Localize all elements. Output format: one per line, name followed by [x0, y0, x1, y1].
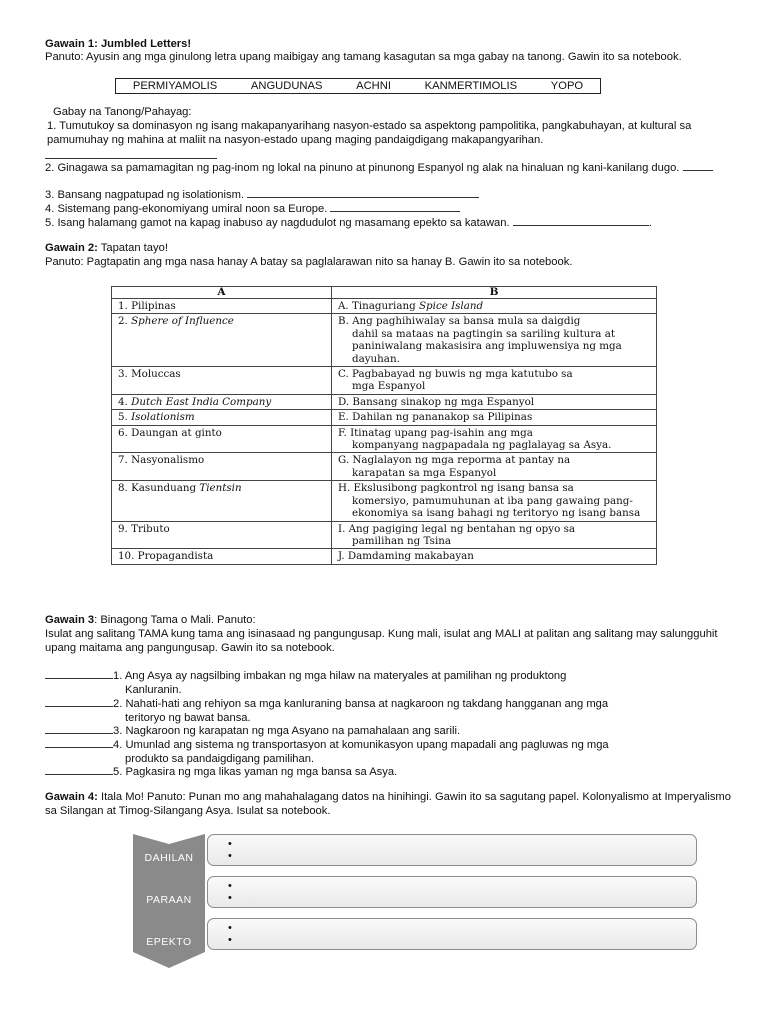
- gawain4-text: Gawain 4: Itala Mo! Panuto: Punan mo ang mahahalagang datos na hinihingi. Gawin ito sa sagutang papel. Kolonyalismo at Imperyalismo sa Silangan at Timog-Silangang Asya. Isulat sa notebook.: [45, 791, 731, 817]
- gawain1-title: Gawain 1: Jumbled Letters!: [45, 38, 192, 50]
- column-b-cell: B. Ang paghihiwalay sa bansa mula sa daigdig dahil sa mataas na pagtingin sa sariling kultura at paniniwalang makasisira ang impluwensiya ng mga dayuhan.: [332, 314, 657, 367]
- table-row: [112, 549, 657, 564]
- column-a-cell: 2. Sphere of Influence: [112, 314, 332, 367]
- column-a-cell: 5. Isolationism: [112, 410, 332, 425]
- answer-blank[interactable]: [45, 696, 113, 707]
- table-row: [112, 481, 657, 521]
- table-row: [112, 410, 657, 425]
- question-2: 2. Ginagawa sa pamamagitan ng pag-inom ng lokal na pinuno at pinunong Espanyol ng alak na hinaluan ng kani-kanilang dugo.: [45, 160, 735, 176]
- guide-title: Gabay na Tanong/Pahayag:: [53, 106, 192, 118]
- table-row: [112, 453, 657, 481]
- tf-item: 3. Nagkaroon ng karapatan ng mga Asyano na pamahalaan ang sarili.: [45, 723, 735, 739]
- column-a-cell: 10. Propagandista: [112, 549, 332, 564]
- label-epekto: EPEKTO: [146, 936, 192, 948]
- tf-item: 5. Pagkasira ng mga likas yaman ng mga bansa sa Asya.: [45, 764, 735, 780]
- column-b-cell: C. Pagbabayad ng buwis ng mga katutubo sa mga Espanyol: [332, 367, 657, 395]
- question-4: 4. Sistemang pang-ekonomiyang umiral noon sa Europe.: [45, 201, 735, 217]
- table-row: [112, 314, 657, 367]
- jumbled-word: PERMIYAMOLIS: [132, 80, 218, 92]
- column-b-header: B: [332, 287, 657, 299]
- gawain2-title: Gawain 2:: [45, 242, 98, 254]
- bullet-icon: •: [228, 880, 232, 892]
- answer-line-1[interactable]: [45, 158, 217, 159]
- label-paraan: PARAAN: [146, 894, 192, 906]
- label-dahilan: DAHILAN: [144, 852, 194, 864]
- answer-blank[interactable]: [45, 737, 113, 748]
- column-a-cell: 4. Dutch East India Company: [112, 394, 332, 409]
- column-b-cell: A. Tinaguriang Spice Island: [332, 299, 657, 314]
- table-row: [112, 394, 657, 409]
- tf-item: 1. Ang Asya ay nagsilbing imbakan ng mga hilaw na materyales at pamilihan ng produktong Kanluranin.: [45, 668, 735, 697]
- bullet-icon: •: [228, 838, 232, 850]
- matching-table: [111, 286, 657, 565]
- table-row: [112, 299, 657, 314]
- gawain4-title: Gawain 4:: [45, 791, 98, 803]
- jumbled-word: KANMERTIMOLIS: [424, 80, 518, 92]
- bullet-icon: •: [228, 922, 232, 934]
- question-1: 1. Tumutukoy sa dominasyon ng isang makapanyarihang nasyon-estado sa aspektong pampolitika, pangkabuhayan, at kultural sa pamumuhay ng mahina at maliit na nasyon-estado upang maging pandaigdigang makapangyarihan.: [47, 120, 692, 146]
- gawain3-panuto: Isulat ang salitang TAMA kung tama ang isinasaad ng pangungusap. Kung mali, isulat ang MALI at palitan ang salitang may salungguhit upang maitama ang pangungusap. Gawin ito sa notebook.: [45, 628, 718, 654]
- bullet-icon: •: [228, 934, 232, 946]
- answer-line-4[interactable]: [330, 201, 460, 212]
- column-b-cell: H. Ekslusibong pagkontrol ng isang bansa sa komersiyo, pamumuhunan at iba pang gawaing pang-ekonomiya sa isang bahagi ng teritoryo ng isang bansa: [332, 481, 657, 521]
- tf-item: 4. Umunlad ang sistema ng transportasyon at komunikasyon upang mapadali ang pagluwas ng mga produkto sa pandaigdigang pamilihan.: [45, 737, 735, 766]
- question-5: 5. Isang halamang gamot na kapag inabuso ay nagdudulot ng masamang epekto sa katawan. .: [45, 217, 652, 229]
- table-row: [112, 425, 657, 453]
- column-b-cell: F. Itinatag upang pag-isahin ang mga kompanyang nagpapadala ng paglalayag sa Asya.: [332, 425, 657, 453]
- column-a-cell: 7. Nasyonalismo: [112, 453, 332, 481]
- table-row: [112, 521, 657, 549]
- column-b-cell: I. Ang pagiging legal ng bentahan ng opyo sa pamilihan ng Tsina: [332, 521, 657, 549]
- column-b-cell: D. Bansang sinakop ng mga Espanyol: [332, 394, 657, 409]
- gawain3-title: Gawain 3: [45, 614, 95, 626]
- column-b-cell: G. Naglalayon ng mga reporma at pantay na karapatan sa mga Espanyol: [332, 453, 657, 481]
- column-a-cell: 1. Pilipinas: [112, 299, 332, 314]
- answer-blank[interactable]: [45, 668, 113, 679]
- jumbled-word: YOPO: [550, 80, 584, 92]
- gawain1-panuto: Panuto: Ayusin ang mga ginulong letra upang maibigay ang tamang kasagutan sa mga gabay na tanong. Gawin ito sa notebook.: [45, 51, 682, 63]
- bullet-icon: •: [228, 850, 232, 862]
- column-a-cell: 8. Kasunduang Tientsin: [112, 481, 332, 521]
- answer-blank[interactable]: [45, 723, 113, 734]
- column-b-cell: J. Damdaming makabayan: [332, 549, 657, 564]
- question-3: 3. Bansang nagpatupad ng isolationism.: [45, 187, 735, 203]
- column-b-cell: E. Dahilan ng pananakop sa Pilipinas: [332, 410, 657, 425]
- answer-line-3[interactable]: [247, 187, 479, 198]
- input-bar-dahilan[interactable]: [207, 834, 697, 866]
- column-a-cell: 6. Daungan at ginto: [112, 425, 332, 453]
- gawain2-panuto: Panuto: Pagtapatin ang mga nasa hanay A batay sa paglalarawan nito sa hanay B. Gawin ito sa notebook.: [45, 256, 573, 268]
- answer-line-5[interactable]: [513, 215, 649, 226]
- gawain2-heading: Gawain 2: Tapatan tayo!: [45, 242, 168, 254]
- jumbled-word-box: [115, 78, 601, 94]
- column-a-cell: 3. Moluccas: [112, 367, 332, 395]
- answer-blank[interactable]: [45, 764, 113, 775]
- input-bar-paraan[interactable]: [207, 876, 697, 908]
- table-row: [112, 367, 657, 395]
- bullet-icon: •: [228, 892, 232, 904]
- input-bar-epekto[interactable]: [207, 918, 697, 950]
- column-a-header: A: [112, 287, 332, 299]
- jumbled-word: ANGUDUNAS: [250, 80, 323, 92]
- gawain3-heading: Gawain 3: Binagong Tama o Mali. Panuto:: [45, 614, 256, 626]
- jumbled-word: ACHNI: [356, 80, 391, 92]
- answer-line-2[interactable]: [683, 160, 713, 171]
- tf-item: 2. Nahati-hati ang rehiyon sa mga kanluraning bansa at nagkaroon ng takdang hangganan ang mga teritoryo ng bawat bansa.: [45, 696, 735, 725]
- column-a-cell: 9. Tributo: [112, 521, 332, 549]
